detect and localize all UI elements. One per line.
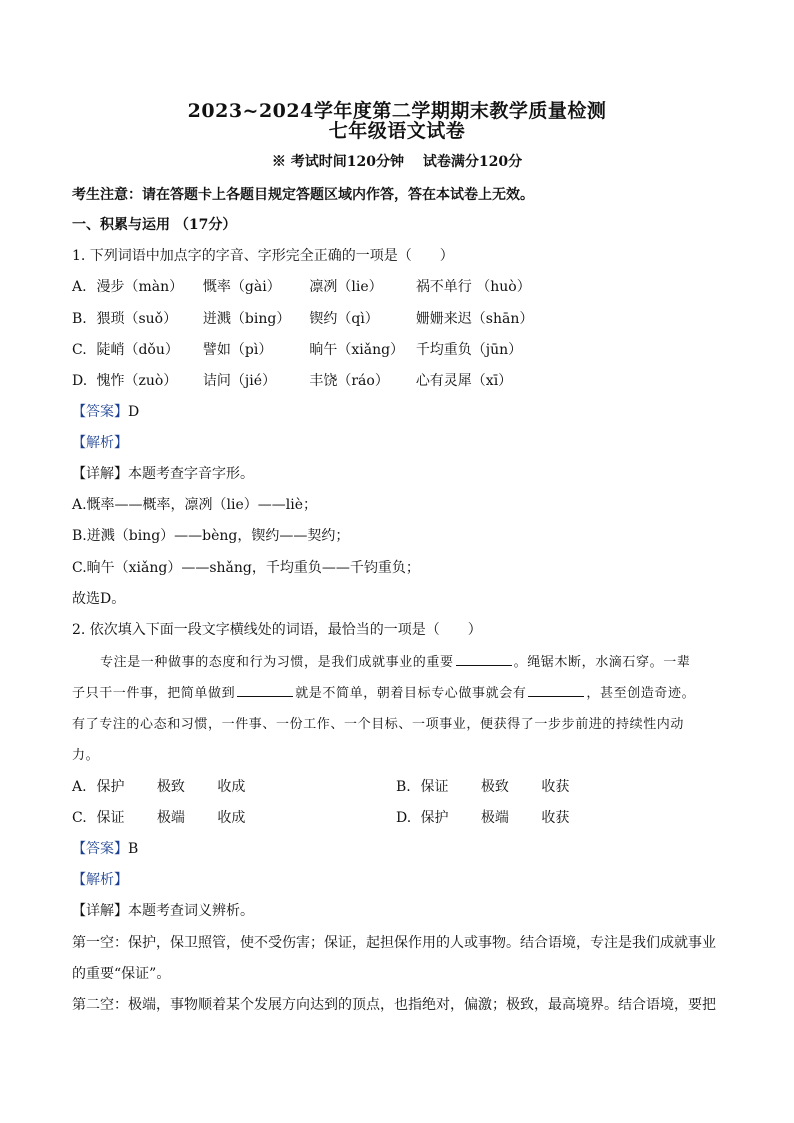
answer-tag: 【答案】 <box>72 841 128 857</box>
q1-option-b <box>72 308 533 328</box>
option-item: 极致 <box>480 779 509 795</box>
option-letter: C. <box>72 342 87 358</box>
q2-answer <box>72 838 138 858</box>
option-item: 丰饶（ráo） <box>309 373 389 389</box>
q2-analysis-line: 的重要“保证”。 <box>72 966 171 982</box>
q2-option-b <box>396 776 569 796</box>
option-item: 诘问（jié） <box>202 373 277 389</box>
option-item: 姗姗来迟（shān） <box>415 311 534 327</box>
answer-value: D <box>128 404 140 420</box>
q2-stem: 2. 依次填入下面一段文字横线处的词语，最恰当的一项是（ ） <box>72 622 482 638</box>
q2-passage-line <box>100 651 690 670</box>
option-item: 凛冽（lie） <box>309 279 383 295</box>
option-item: 漫步（màn） <box>96 279 184 295</box>
option-letter: B. <box>396 779 411 795</box>
q2-analysis-tag: 【解析】 <box>72 872 128 888</box>
option-item: 迸溅（bing） <box>202 311 291 327</box>
option-item: 千均重负（jūn） <box>415 342 523 358</box>
q2-passage-line: 有了专注的心态和习惯，一件事、一份工作、一个目标、一项事业，便获得了一步步前进的持续性内动 <box>72 717 685 732</box>
q1-answer <box>72 401 139 421</box>
passage-text: 。绳锯木断，水滴石穿。一辈 <box>513 655 691 670</box>
answer-value: B <box>128 841 139 857</box>
q1-option-a <box>72 276 531 296</box>
q1-analysis-line: A.慨率——概率，凛冽（lie）——liè； <box>72 497 318 513</box>
option-item: 猥琐（suǒ） <box>96 311 178 327</box>
option-letter: B. <box>72 311 87 327</box>
passage-text: 专注是一种做事的态度和行为习惯，是我们成就事业的重要 <box>100 655 454 670</box>
passage-text: 子只干一件事，把简单做到 <box>72 686 236 701</box>
exam-info: ※ 考试时间120分钟 试卷满分120分 <box>271 154 523 170</box>
option-letter: D. <box>396 810 412 826</box>
option-item: 极端 <box>480 810 509 826</box>
q1-analysis-line: B.迸溅（bing）——bèng，锲约——契约； <box>72 528 350 544</box>
option-item: 保护 <box>420 810 449 826</box>
exam-notice: 考生注意：请在答题卡上各题目规定答题区域内作答，答在本试卷上无效。 <box>72 187 534 203</box>
option-item: 收成 <box>217 810 246 826</box>
option-item: 譬如（pì） <box>202 342 273 358</box>
q1-stem: 1. 下列词语中加点字的字音、字形完全正确的一项是（ ） <box>72 248 454 264</box>
option-item: 保证 <box>420 779 449 795</box>
detail-tag: 【详解】 <box>72 466 128 482</box>
q1-detail <box>72 463 254 483</box>
option-item: 愧怍（zuò） <box>96 373 178 389</box>
q1-analysis-tag: 【解析】 <box>72 435 128 451</box>
section-heading: 一、积累与运用 （17分） <box>72 217 237 233</box>
answer-tag: 【答案】 <box>72 404 128 420</box>
blank-2 <box>237 684 293 697</box>
option-item: 极端 <box>156 810 185 826</box>
option-item: 保护 <box>96 779 125 795</box>
detail-text: 本题考查字音字形。 <box>128 466 254 482</box>
detail-tag: 【详解】 <box>72 903 128 919</box>
q1-option-d <box>72 370 512 390</box>
q1-analysis-line: C.晌午（xiǎng）——shǎng，千均重负——千钧重负； <box>72 560 420 576</box>
passage-text: ，甚至创造奇迹。 <box>586 686 696 701</box>
q2-analysis-line: 第二空：极端，事物顺着某个发展方向达到的顶点，也指绝对，偏激；极致，最高境界。结合语境，要把 <box>72 997 716 1013</box>
option-item: 收成 <box>217 779 246 795</box>
q2-analysis-line: 第一空：保护，保卫照管，使不受伤害；保证，起担保作用的人或事物。结合语境，专注是我们成就事业 <box>72 935 716 951</box>
q2-passage-line <box>72 682 695 701</box>
option-letter: A. <box>72 279 87 295</box>
q2-passage-line: 力。 <box>72 748 100 763</box>
option-item: 慨率（gài） <box>202 279 281 295</box>
option-item: 心有灵犀（xī） <box>415 373 513 389</box>
blank-1 <box>456 653 512 666</box>
option-item: 收获 <box>541 810 570 826</box>
q2-option-a <box>72 776 245 796</box>
option-item: 晌午（xiǎng） <box>309 342 405 358</box>
option-item: 保证 <box>96 810 125 826</box>
q1-conclusion: 故选D。 <box>72 591 126 607</box>
option-item: 祸不单行 （huò） <box>415 279 531 295</box>
passage-text: 就是不简单，朝着目标专心做事就会有 <box>295 686 527 701</box>
detail-text: 本题考查词义辨析。 <box>128 903 254 919</box>
option-item: 陡峭（dǒu） <box>96 342 179 358</box>
option-letter: A. <box>72 779 87 795</box>
q2-option-c <box>72 807 245 827</box>
option-letter: C. <box>72 810 87 826</box>
option-item: 极致 <box>156 779 185 795</box>
exam-subtitle: 七年级语文试卷 <box>328 120 466 142</box>
q1-option-c <box>72 339 522 359</box>
option-letter: D. <box>72 373 88 389</box>
option-item: 锲约（qì） <box>309 311 379 327</box>
exam-title: 2023~2024学年度第二学期期末教学质量检测 <box>187 100 607 122</box>
q2-detail <box>72 900 254 920</box>
blank-3 <box>528 684 584 697</box>
q2-option-d <box>396 807 569 827</box>
option-item: 收获 <box>541 779 570 795</box>
